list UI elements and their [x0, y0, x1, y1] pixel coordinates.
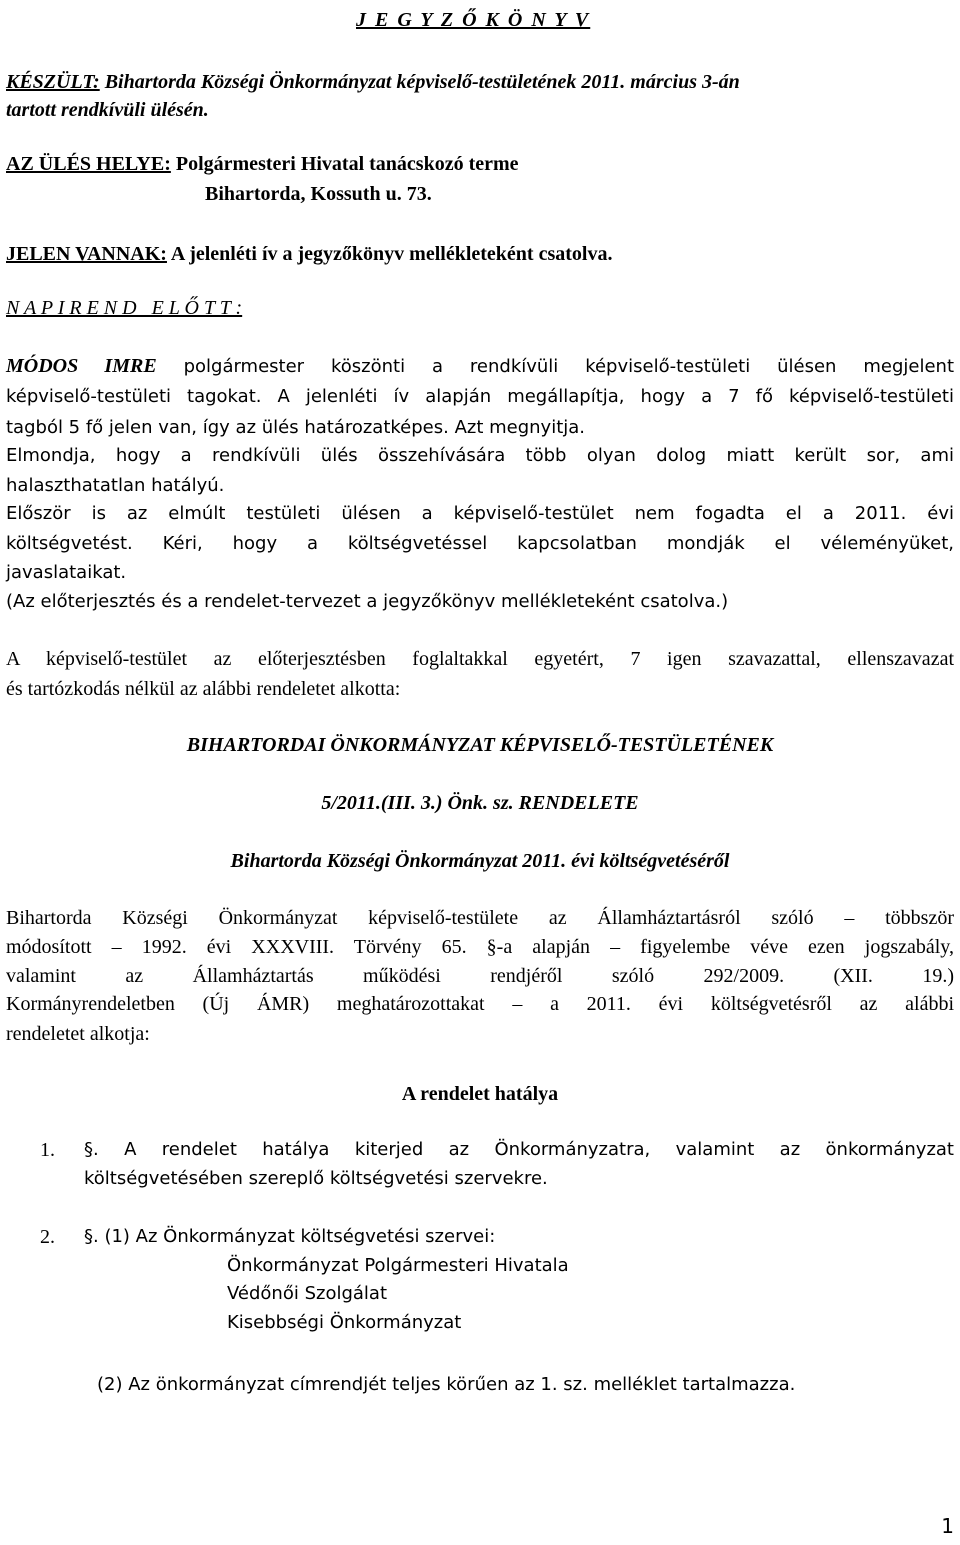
section-title: A rendelet hatálya: [401, 1083, 559, 1105]
intro-line-9: (Az előterjesztés és a rendelet-tervezet a jegyzőkönyv mellékleteként csatolva.): [6, 591, 729, 612]
paragraph-2-line-2: (2) Az önkormányzat címrendjét teljes körűen az 1. sz. melléklet tartalmazza.: [97, 1374, 796, 1395]
hely-label: AZ ÜLÉS HELYE:: [6, 153, 171, 175]
hely-text: Polgármesteri Hivatal tanácskozó terme: [175, 153, 519, 175]
page-number: 1: [941, 1514, 954, 1538]
jelen-text: A jelenléti ív a jegyzőkönyv mellékleteként csatolva.: [170, 243, 613, 265]
decision-line-2: és tartózkodás nélkül az alábbi rendeletet alkotta:: [6, 678, 401, 700]
jelen-label: JELEN VANNAK:: [6, 243, 167, 265]
keszult-line: [6, 68, 954, 96]
intro-line-4: Elmondja, hogy a rendkívüli ülés összehívására több olyan dolog miatt került sor, ami: [6, 445, 954, 466]
paragraph-2-number: 2.: [40, 1226, 55, 1248]
intro-line-3: tagból 5 fő jelen van, így az ülés határozatképes. Azt megnyitja.: [6, 417, 586, 438]
preamble-line-1: Bihartorda Községi Önkormányzat képviselő-testülete az Államháztartásról szóló – többször: [6, 907, 954, 929]
hely-line: [6, 150, 954, 178]
paragraph-1-line-2: költségvetésében szereplő költségvetési szervekre.: [84, 1168, 548, 1189]
preamble-line-3: valamint az Államháztartás működési rendjéről szóló 292/2009. (XII. 19.): [6, 965, 954, 987]
decree-heading-3: Bihartorda Községi Önkormányzat 2011. évi költségvetéséről: [230, 850, 730, 872]
paragraph-1-number: 1.: [40, 1139, 55, 1161]
preamble-line-2: módosított – 1992. évi XXXVIII. Törvény 65. §-a alapján – figyelembe véve ezen jogszabály,: [6, 936, 954, 958]
napirend-heading: N A P I R E N D E L Ő T T :: [6, 297, 243, 319]
keszult-text: Bihartorda Községi Önkormányzat képviselő-testületének 2011. március 3-án: [104, 71, 740, 93]
organ-item-1: Önkormányzat Polgármesteri Hivatala: [227, 1255, 569, 1276]
decision-line-1: A képviselő-testület az előterjesztésben foglaltakkal egyetért, 7 igen szavazattal, ellenszavazat: [6, 648, 954, 670]
keszult-line-2: tartott rendkívüli ülésén.: [6, 99, 209, 121]
intro-line-1: MÓDOS IMRE polgármester köszönti a rendkívüli képviselő-testületi ülésen megjelent: [6, 355, 955, 377]
hely-line-2: Bihartorda, Kossuth u. 73.: [205, 183, 432, 205]
intro-line-2: képviselő-testületi tagokat. A jelenléti ív alapján megállapítja, hogy a 7 fő képviselő-testületi: [6, 386, 954, 407]
keszult-label: KÉSZÜLT:: [6, 71, 100, 93]
decree-heading-1: BIHARTORDAI ÖNKORMÁNYZAT KÉPVISELŐ-TESTÜLETÉNEK: [186, 734, 774, 756]
organ-item-2: Védőnői Szolgálat: [227, 1283, 388, 1304]
intro-line-5: halaszthatatlan hatályú.: [6, 475, 225, 496]
mayor-name: MÓDOS IMRE: [6, 355, 157, 377]
intro-line-6: Először is az elmúlt testületi ülésen a képviselő-testület nem fogadta el a 2011. évi: [6, 503, 954, 524]
preamble-line-4: Kormányrendeletben (Új ÁMR) meghatározottakat – a 2011. évi költségvetésről az alábbi: [6, 993, 954, 1015]
intro-line-7: költségvetést. Kéri, hogy a költségvetéssel kapcsolatban mondják el véleményüket,: [6, 533, 954, 554]
jelen-line: [6, 240, 954, 268]
paragraph-2-line-1: §. (1) Az Önkormányzat költségvetési szervei:: [84, 1226, 496, 1247]
paragraph-1-line-1: §. A rendelet hatálya kiterjed az Önkormányzatra, valamint az önkormányzat: [84, 1139, 954, 1160]
decree-heading-2: 5/2011.(III. 3.) Önk. sz. RENDELETE: [321, 792, 639, 814]
intro-line-8: javaslataikat.: [6, 562, 127, 583]
organ-item-3: Kisebbségi Önkormányzat: [227, 1312, 462, 1333]
document-title: J E G Y Z Ő K Ö N Y V: [356, 9, 591, 31]
preamble-line-5: rendeletet alkotja:: [6, 1023, 150, 1045]
